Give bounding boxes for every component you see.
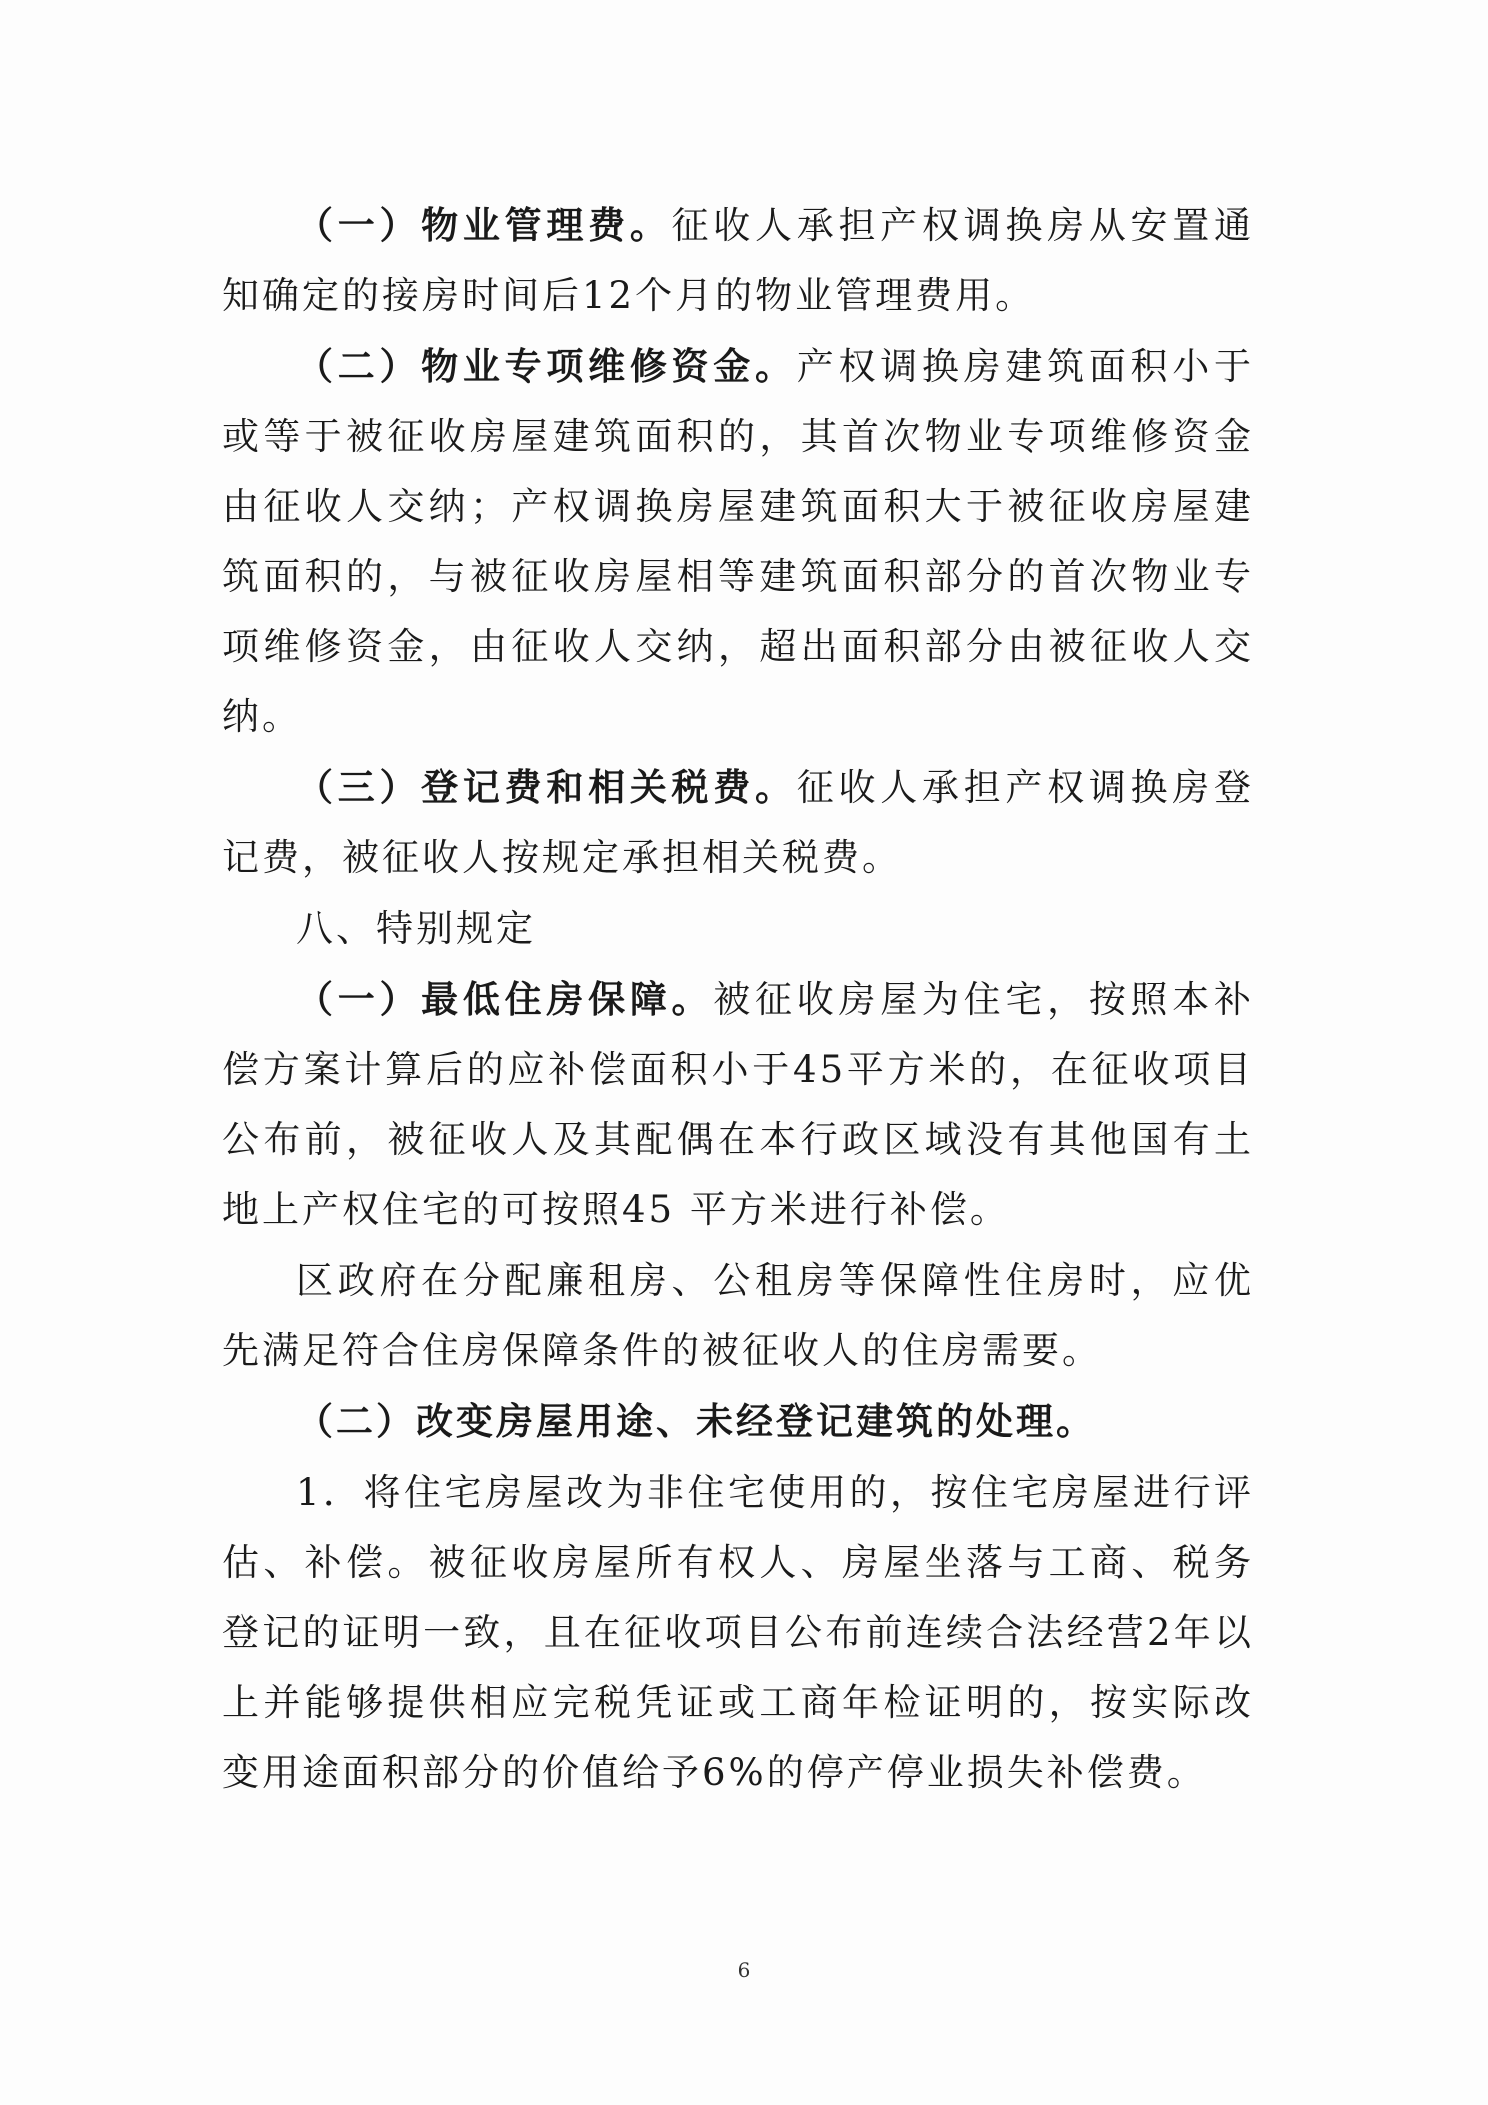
section-title: 八、特别规定 [296, 907, 536, 950]
paragraph-text: 征收人承担产权调换房从安置通知确定的接房时间后12个月的物业管理费用。 [222, 204, 1255, 317]
section-heading-special-provisions [222, 893, 1254, 964]
page-number: 6 [737, 1958, 751, 1982]
document-body [222, 190, 1254, 1808]
paragraph-minimum-housing [222, 964, 1254, 1245]
paragraph-government-housing [222, 1245, 1254, 1386]
paragraph-text: 1．将住宅房屋改为非住宅使用的，按住宅房屋进行评估、补偿。被征收房屋所有权人、房屋坐落与工商、税务登记的证明一致，且在征收项目公布前连续合法经营2年以上并能够提供相应完税凭证或工商年检证明的，按实际改变用途面积部分的价值给予6%的停产停业损失补偿费。 [222, 1471, 1254, 1794]
paragraph-change-of-use-heading [222, 1386, 1254, 1457]
paragraph-text: 征收人承担产权调换房登记费，被征收人按规定承担相关税费。 [222, 766, 1255, 879]
paragraph-property-management-fee [222, 190, 1254, 331]
paragraph-maintenance-fund [222, 331, 1254, 752]
paragraph-heading: （二）改变房屋用途、未经登记建筑的处理。 [296, 1399, 1096, 1443]
paragraph-heading: （三）登记费和相关税费。 [296, 765, 797, 809]
paragraph-text: 被征收房屋为住宅，按照本补偿方案计算后的应补偿面积小于45平方米的，在征收项目公布前，被征收人及其配偶在本行政区域没有其他国有土地上产权住宅的可按照45 平方米进行补偿。 [222, 978, 1255, 1231]
paragraph-heading: （一）物业管理费。 [296, 203, 672, 247]
paragraph-registration-fees [222, 752, 1254, 893]
paragraph-text: 区政府在分配廉租房、公租房等保障性住房时，应优先满足符合住房保障条件的被征收人的住房需要。 [222, 1259, 1254, 1372]
paragraph-heading: （二）物业专项维修资金。 [296, 344, 797, 388]
paragraph-text: 产权调换房建筑面积小于或等于被征收房屋建筑面积的，其首次物业专项维修资金由征收人交纳；产权调换房屋建筑面积大于被征收房屋建筑面积的，与被征收房屋相等建筑面积部分的首次物业专项维修资金，由征收人交纳，超出面积部分由被征收人交纳。 [222, 345, 1255, 738]
paragraph-heading: （一）最低住房保障。 [296, 977, 714, 1021]
paragraph-residential-to-nonresidential [222, 1457, 1254, 1808]
